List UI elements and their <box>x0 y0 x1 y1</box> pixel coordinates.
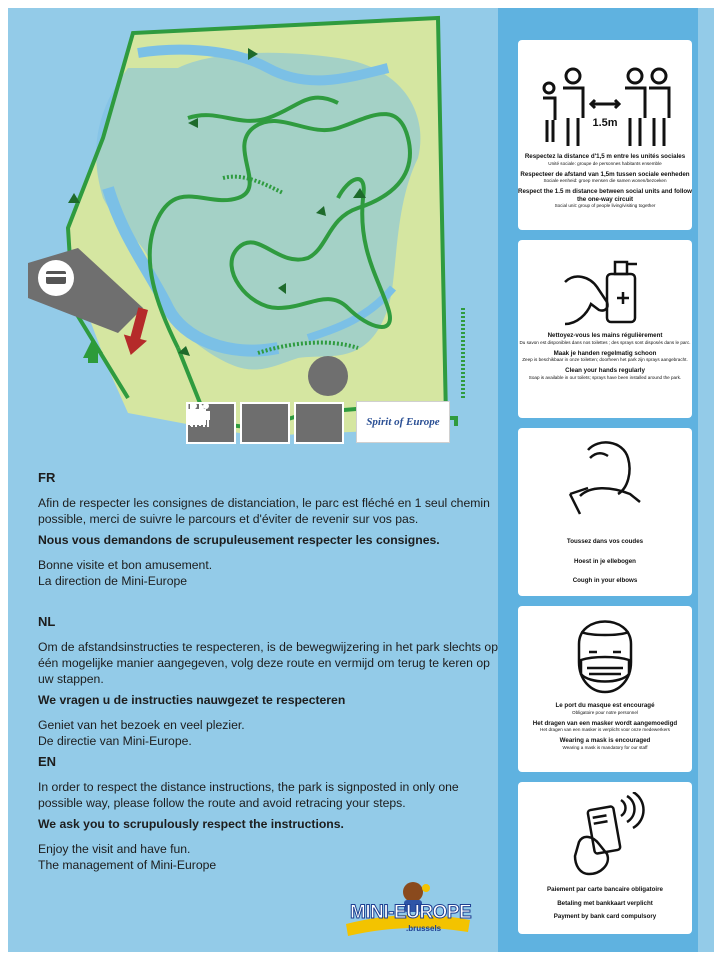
lang-label-en: EN <box>38 754 57 769</box>
fr-emphasis: Nous vous demandons de scrupuleusement respecter les consignes. <box>38 533 440 547</box>
mask-nl-title: Het dragen van een masker wordt aangemoedigd <box>532 719 678 727</box>
hands-fr-title: Nettoyez-vous les mains régulièrement <box>547 332 663 339</box>
card-payment-card <box>518 782 692 934</box>
section-nl <box>38 614 498 755</box>
hands-fr-sub: Du savon est disponibles dans nos toilettes ; des sprays sont disposés dans le parc. <box>519 339 691 345</box>
en-body: In order to respect the distance instructions, the park is signposted in only one possible way, please follow the route and avoid retracing your steps. <box>38 780 459 810</box>
sponsor-logo <box>356 401 450 443</box>
distance-nl-sub: Sociale eenheid: groep mensen die samen wonen/bezoeken <box>543 178 667 183</box>
restaurant-icon <box>294 402 344 444</box>
nl-closing-2: De directie van Mini-Europe. <box>38 734 192 748</box>
hands-nl-title: Maak je handen regelmatig schoon <box>553 349 657 357</box>
section-en <box>38 754 498 879</box>
en-closing-2: The management of Mini-Europe <box>38 858 217 872</box>
fr-closing-1: Bonne visite et bon amusement. <box>38 558 213 572</box>
park-map <box>8 8 488 458</box>
nl-body: Om de afstandsinstructies te respecteren, is de bewegwijzering in het park slechts op één mogelijke manier aangegeven, volg deze route en vermijd om terug te keren op uw stappen. <box>38 640 498 686</box>
cough-elbow-icon <box>560 436 650 524</box>
lang-label-nl: NL <box>38 614 56 629</box>
cough-en-title: Cough in your elbows <box>572 577 638 584</box>
park-map-drawing <box>8 8 488 458</box>
mask-card <box>518 606 692 772</box>
toilets-icon <box>240 402 290 444</box>
logo-city: .brussels <box>406 924 442 933</box>
payment-nl-title: Betaling met bankkaart verplicht <box>557 899 653 907</box>
social-distance-icon <box>535 58 675 153</box>
fr-closing-2: La direction de Mini-Europe <box>38 574 188 588</box>
hands-en-title: Clean your hands regularly <box>565 367 645 374</box>
mini-europe-logo <box>338 876 478 938</box>
logo-name: MINI-EUROPE <box>350 902 472 923</box>
sponsor-logo-text: Spirit of Europe <box>366 416 440 428</box>
distance-fr-title: Respectez la distance d'1,5 m entre les unités sociales <box>524 153 686 160</box>
contactless-card-icon <box>565 792 645 878</box>
face-mask-icon <box>565 614 645 696</box>
nl-closing-1: Geniet van het bezoek en veel plezier. <box>38 718 245 732</box>
distance-label: 1.5m <box>592 117 618 129</box>
hands-card <box>518 240 692 418</box>
distance-en-title: Respect the 1.5 m distance between social units and follow the one-way circuit <box>518 188 692 203</box>
distance-nl-title: Respecteer de afstand van 1,5m tussen sociale eenheden <box>520 170 690 178</box>
mask-nl-sub: Het dragen van een masker is verplicht voor onze medewerkers <box>540 727 670 732</box>
cough-nl-title: Hoest in je ellebogen <box>574 557 636 565</box>
fr-body: Afin de respecter les consignes de distanciation, le parc est fléché en 1 seul chemin possible, merci de suivre le parcours et d'éviter de revenir sur vos pas. <box>38 496 490 526</box>
facility-icons <box>186 402 344 444</box>
hands-nl-sub: Zeep is beschikbaar in onze toiletten; doorheen het park zijn sprays aangebracht. <box>522 357 688 362</box>
mask-en-title: Wearing a mask is encouraged <box>559 737 651 744</box>
hands-en-sub: Soap is available in our toilets; sprays have been installed around the park. <box>528 374 682 380</box>
section-fr <box>38 470 498 595</box>
en-closing-1: Enjoy the visit and have fun. <box>38 842 191 856</box>
cough-card <box>518 428 692 596</box>
lang-label-fr: FR <box>38 470 56 485</box>
distance-card <box>518 40 692 230</box>
safety-sidebar <box>498 8 698 952</box>
mask-fr-title: Le port du masque est encouragé <box>555 702 655 709</box>
payment-fr-title: Paiement par carte bancaire obligatoire <box>547 886 663 893</box>
mask-en-sub: Wearing a mask is mandatory for our staff <box>562 744 648 750</box>
distance-en-sub: Social unit: group of people living/visiting together <box>554 203 656 208</box>
cough-fr-title: Toussez dans vos coudes <box>566 538 644 545</box>
hand-sanitizer-icon <box>555 252 655 332</box>
payment-en-title: Payment by bank card compulsory <box>553 913 657 920</box>
nl-emphasis: We vragen u de instructies nauwgezet te respecteren <box>38 693 346 707</box>
poster <box>8 8 714 952</box>
en-emphasis: We ask you to scrupulously respect the instructions. <box>38 817 344 831</box>
mask-fr-sub: Obligatoire pour notre personnel <box>572 709 638 715</box>
distance-fr-sub: Unité sociale: groupe de personnes habitants ensemble <box>548 160 662 166</box>
